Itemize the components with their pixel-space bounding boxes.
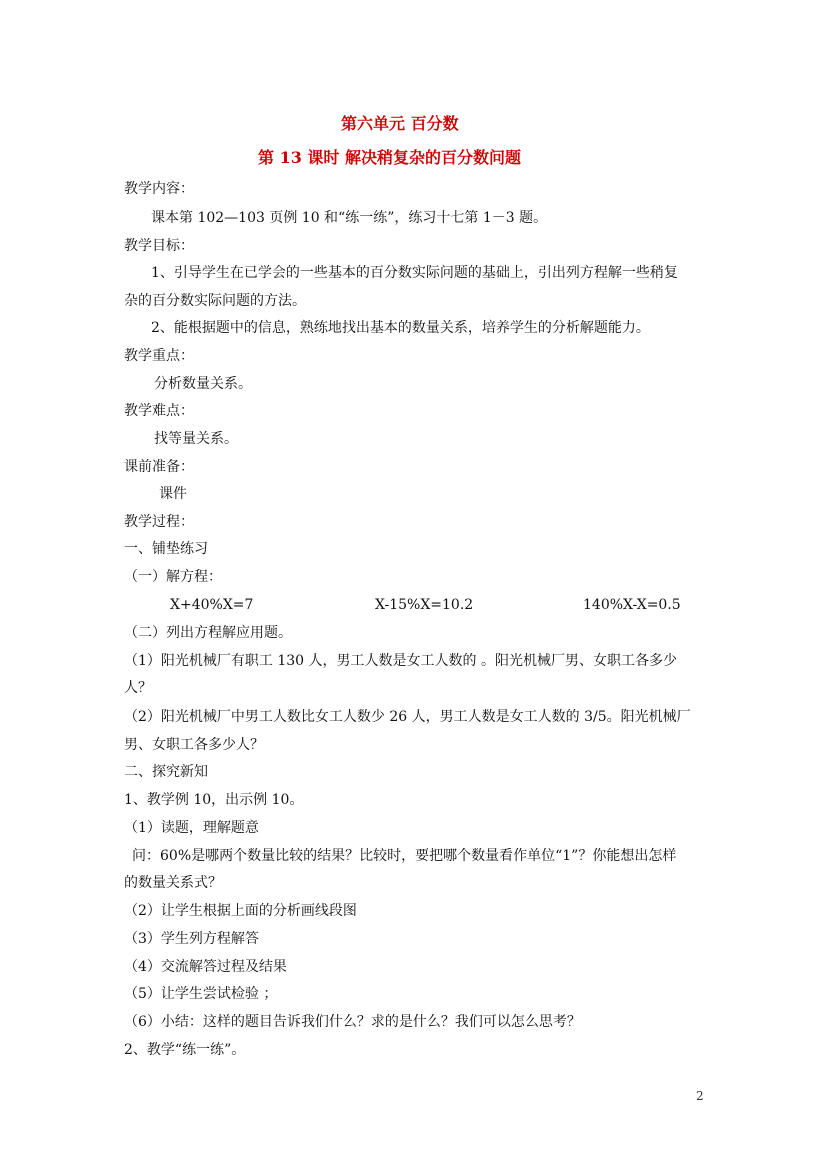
text-line: 1、引导学生在已学会的一些基本的百分数实际问题的基础上，引出列方程解一些稍复 xyxy=(151,265,678,281)
text-line: （二）列出方程解应用题。 xyxy=(124,625,292,641)
text-line: 课本第 102—103 页例 10 和“练一练”，练习十七第 1－3 题。 xyxy=(151,210,548,226)
text-line: （2）阳光机械厂中男工人数比女工人数少 26 人，男工人数是女工人数的 3/5。阳光机械厂 xyxy=(124,709,691,725)
text-line: （1）阳光机械厂有职工 130 人，男工人数是女工人数的 。阳光机械厂男、女职工各多少 xyxy=(124,653,677,669)
text-line: （4）交流解答过程及结果 xyxy=(124,959,287,975)
unit-title: 第六单元 百分数 xyxy=(341,114,459,133)
text-line: 问：60%是哪两个数量比较的结果？比较时，要把哪个数量看作单位“1”？你能想出怎样 xyxy=(132,848,677,864)
text-line: 的数量关系式？ xyxy=(124,875,222,891)
text-line: 教学内容： xyxy=(124,181,194,197)
text-line: 1、教学例 10，出示例 10。 xyxy=(124,792,304,808)
text-line: 教学难点： xyxy=(124,403,194,419)
text-line: （一）解方程： xyxy=(124,569,222,585)
text-line: 杂的百分数实际问题的方法。 xyxy=(124,293,306,309)
text-line: 男、女职工各多少人？ xyxy=(124,737,264,753)
text-line: 教学过程： xyxy=(124,514,194,530)
lesson-title: 第 13 课时 解决稍复杂的百分数问题 xyxy=(258,148,521,167)
text-line: （2）让学生根据上面的分析画线段图 xyxy=(124,903,357,919)
text-line: 分析数量关系。 xyxy=(154,376,252,392)
text-line: 教学重点： xyxy=(124,348,194,364)
text-line: （5）让学生尝试检验 ； xyxy=(124,986,278,1002)
text-line: 教学目标： xyxy=(124,238,194,254)
text-line: 找等量关系。 xyxy=(154,431,238,447)
page-number: 2 xyxy=(696,1089,704,1103)
text-line: 二、探究新知 xyxy=(124,764,208,780)
text-line: 2、教学“练一练”。 xyxy=(124,1042,246,1058)
equation: X+40%X=7 xyxy=(170,597,254,613)
text-line: （6）小结：这样的题目告诉我们什么？求的是什么？我们可以怎么思考？ xyxy=(124,1014,581,1030)
text-line: 人？ xyxy=(124,680,152,696)
text-line: 一、铺垫练习 xyxy=(124,541,208,557)
equation: X-15%X=10.2 xyxy=(375,597,474,613)
text-line: （1）读题，理解题意 xyxy=(124,820,259,836)
text-line: （3）学生列方程解答 xyxy=(124,931,259,947)
text-line: 2、能根据题中的信息，熟练地找出基本的数量关系，培养学生的分析解题能力。 xyxy=(151,320,650,336)
text-line: 课件 xyxy=(159,486,187,502)
equation: 140%X-X=0.5 xyxy=(583,597,681,613)
text-line: 课前准备： xyxy=(124,459,194,475)
